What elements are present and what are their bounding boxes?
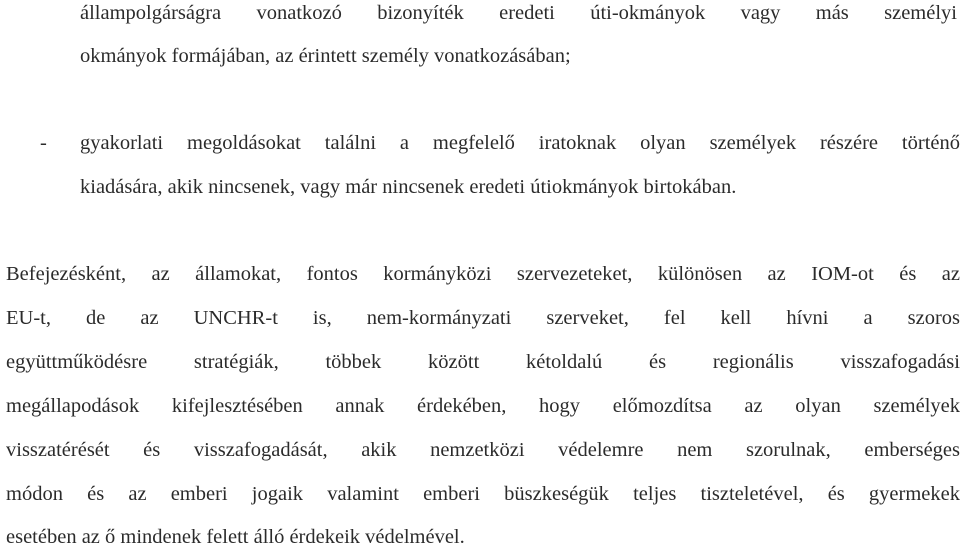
conclusion-line-6: módon és az emberi jogaik valamint emberi büszkeségük teljes tiszteletével, és gyermekek [6, 483, 960, 505]
continuation-line-1: állampolgárságra vonatkozó bizonyíték eredeti úti-okmányok vagy más személyi [80, 2, 957, 24]
conclusion-line-5: visszatérését és visszafogadását, akik nemzetközi védelemre nem szorulnak, emberséges [6, 439, 960, 461]
list-bullet: - [40, 132, 47, 154]
conclusion-line-4: megállapodások kifejlesztésében annak érdekében, hogy előmozdítsa az olyan személyek [6, 395, 960, 417]
list-item-line-2: kiadására, akik nincsenek, vagy már nincsenek eredeti útiokmányok birtokában. [80, 176, 737, 198]
continuation-line-2: okmányok formájában, az érintett személy vonatkozásában; [80, 45, 571, 67]
conclusion-line-7: esetében az ő mindenek felett álló érdekeik védelmével. [6, 526, 465, 548]
conclusion-line-2: EU-t, de az UNCHR-t is, nem-kormányzati szerveket, fel kell hívni a szoros [6, 307, 960, 329]
conclusion-line-3: együttműködésre stratégiák, többek között kétoldalú és regionális visszafogadási [6, 351, 960, 373]
list-item-line-1: gyakorlati megoldásokat találni a megfelelő iratoknak olyan személyek részére történő [80, 132, 960, 154]
conclusion-line-1: Befejezésként, az államokat, fontos kormányközi szervezeteket, különösen az IOM-ot és az [6, 263, 960, 285]
